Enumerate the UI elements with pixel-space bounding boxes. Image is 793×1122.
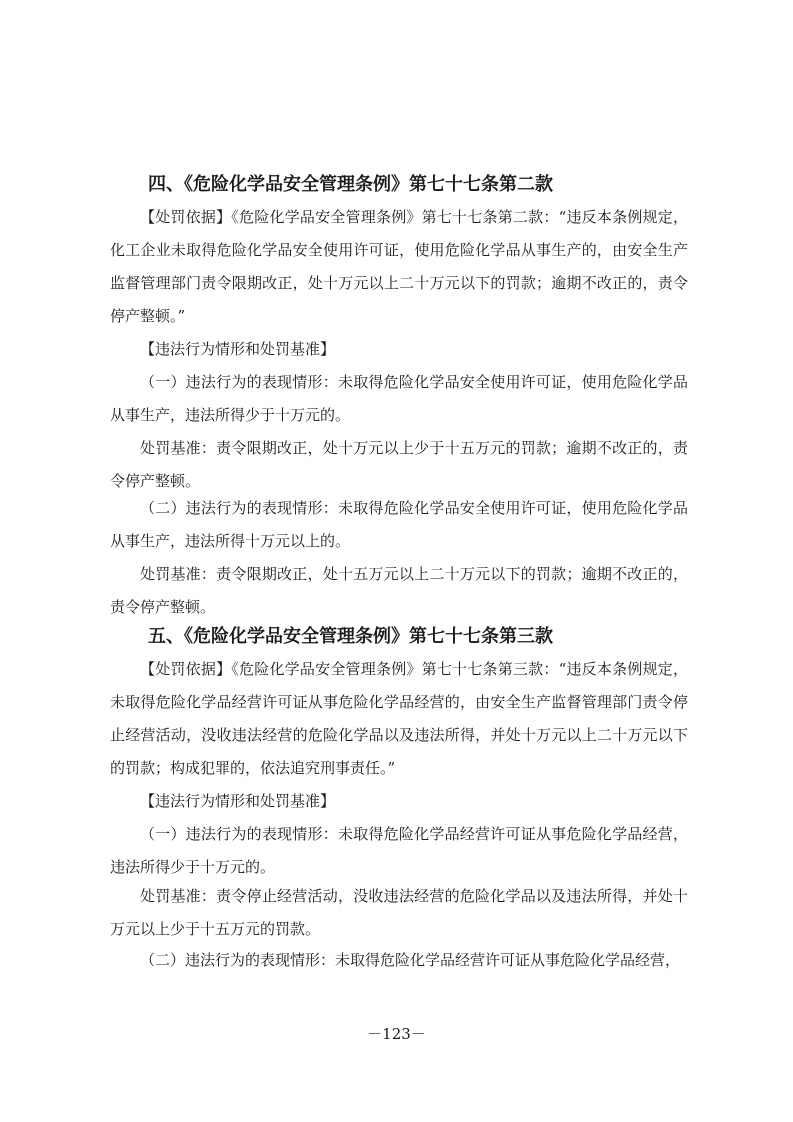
- section-4-case-1: （一）违法行为的表现情形：未取得危险化学品安全使用许可证，使用危险化学品从事生产，违法所得少于十万元的。: [110, 373, 688, 424]
- section-4-penalty-1: 处罚基准：责令限期改正，处十万元以上少于十五万元的罚款；逾期不改正的，责令停产整顿。: [110, 439, 688, 490]
- section-5-criteria-title: 【违法行为情形和处罚基准】: [140, 792, 336, 810]
- section-4-criteria-title: 【违法行为情形和处罚基准】: [140, 340, 336, 358]
- page-number: －123－: [367, 1025, 426, 1043]
- section-5-basis: 【处罚依据】《危险化学品安全管理条例》第七十七条第三款：“违反本条例规定，未取得危险化学品经营许可证从事危险化学品经营的，由安全生产监督管理部门责令停止经营活动，没收违法经营的危险化学品以及违法所得，并处十万元以上二十万元以下的罚款；构成犯罪的，依法追究刑事责任。”: [110, 660, 688, 777]
- section-4-case-2: （二）违法行为的表现情形：未取得危险化学品安全使用许可证，使用危险化学品从事生产，违法所得十万元以上的。: [110, 499, 688, 550]
- section-4-heading: 四、《危险化学品安全管理条例》第七十七条第二款: [148, 174, 553, 195]
- section-4-penalty-2: 处罚基准：责令限期改正，处十五万元以上二十万元以下的罚款；逾期不改正的，责令停产整顿。: [110, 565, 688, 616]
- section-5-case-1: （一）违法行为的表现情形：未取得危险化学品经营许可证从事危险化学品经营，违法所得少于十万元的。: [110, 825, 688, 876]
- section-5-penalty-1: 处罚基准：责令停止经营活动，没收违法经营的危险化学品以及违法所得，并处十万元以上少于十五万元的罚款。: [110, 887, 688, 938]
- section-4-basis: 【处罚依据】《危险化学品安全管理条例》第七十七条第二款：“违反本条例规定，化工企业未取得危险化学品安全使用许可证，使用危险化学品从事生产的，由安全生产监督管理部门责令限期改正，处十万元以上二十万元以下的罚款；逾期不改正的，责令停产整顿。”: [110, 208, 688, 325]
- section-5-heading: 五、《危险化学品安全管理条例》第七十七条第三款: [148, 626, 553, 647]
- section-5-case-2: （二）违法行为的表现情形：未取得危险化学品经营许可证从事危险化学品经营，: [140, 951, 681, 969]
